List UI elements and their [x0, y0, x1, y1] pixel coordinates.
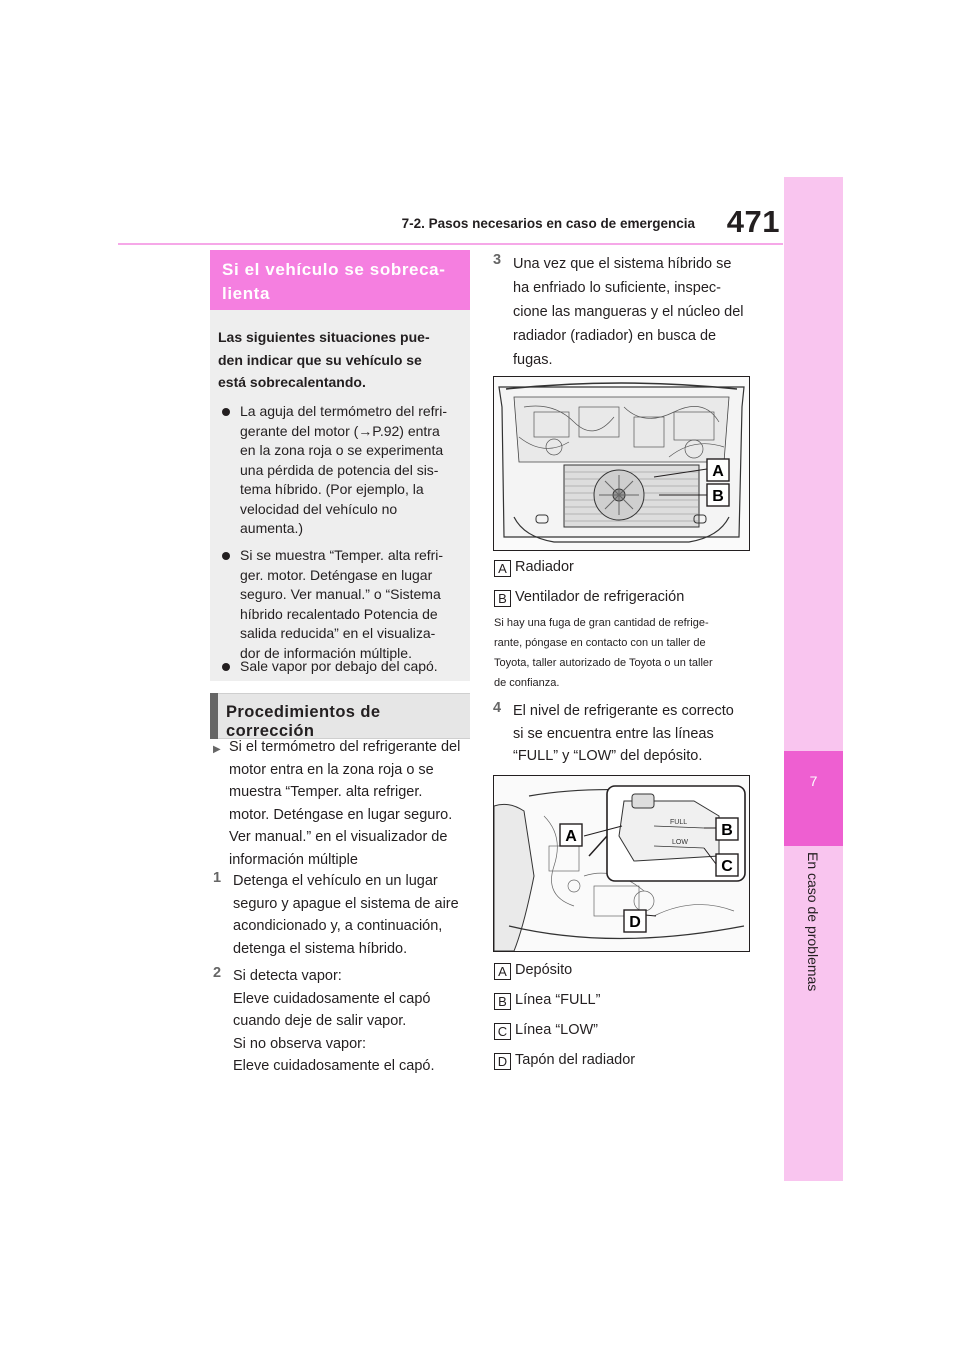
bullet-line: Si se muestra “Temper. alta refri- [240, 547, 444, 563]
leak-note [494, 613, 756, 693]
condition-line: Ver manual.” en el visualizador de [229, 829, 448, 845]
step-line: “FULL” y “LOW” del depósito. [513, 748, 703, 764]
tank-low-mark: LOW [672, 839, 688, 846]
bullet-line: salida reducida” en el visualiza- [240, 625, 436, 641]
bullet-line: híbrido recalentado Potencia de [240, 605, 438, 622]
legend-text: Tapón del radiador [515, 1052, 636, 1068]
bullet-line: tema híbrido. (Por ejemplo, la [240, 481, 424, 497]
step-line: cione las mangueras y el núcleo del [513, 304, 744, 320]
bullet-dot-icon [222, 552, 230, 560]
bullet-line: dor de información múltiple. [240, 644, 412, 661]
overheat-title-line1: Si el vehículo se sobreca- [222, 260, 446, 279]
reservoir-illustration [494, 776, 749, 951]
bullet-line: una pérdida de potencia del sis- [240, 461, 439, 478]
note-line: de confianza. [494, 677, 560, 689]
condition-line: motor entra en la zona roja o se [229, 761, 434, 778]
overheat-intro [218, 326, 464, 394]
chapter-tab-active[interactable] [784, 751, 843, 846]
bullet-dot-icon [222, 408, 230, 416]
step-line: acondicionado y, a continuación, [233, 918, 443, 934]
condition-line: motor. Deténgase en lugar seguro. [229, 806, 453, 823]
intro-line: den indicar que su vehículo se [218, 351, 422, 368]
step-4 [513, 700, 753, 768]
section-header: 7-2. Pasos necesarios en caso de emergencia [401, 216, 695, 231]
step-line: Una vez que el sistema híbrido se [513, 256, 732, 272]
legend-key: A [494, 963, 511, 980]
step-line: si se encuentra entre las líneas [513, 725, 714, 742]
coolant-reservoir-figure [493, 775, 750, 952]
chapter-title: En caso de problemas [805, 852, 821, 992]
legend-text: Radiador [515, 559, 574, 575]
bullet-line: seguro. Ver manual.” o “Sistema [240, 586, 441, 602]
bullet-line: gerante del motor (→P.92) entra [240, 422, 440, 439]
intro-line: Las siguientes situaciones pue- [218, 329, 430, 345]
engine-bay-illustration [494, 377, 749, 550]
step-line: seguro y apague el sistema de aire [233, 895, 459, 912]
callout-c-label: C [721, 858, 733, 875]
step-line: cuando deje de salir vapor. [233, 1013, 407, 1029]
page-number: 471 [726, 204, 780, 239]
correction-header-bar [210, 693, 218, 739]
note-line: Si hay una fuga de gran cantidad de refrige- [494, 617, 709, 629]
step-number: 1 [213, 870, 222, 886]
chapter-title-vertical [784, 852, 843, 1172]
step-line: detenga el sistema híbrido. [233, 940, 408, 957]
step-line: Eleve cuidadosamente el capó. [233, 1058, 435, 1074]
callout-b-label: B [721, 822, 733, 839]
legend-text: Ventilador de refrigeración [515, 589, 685, 605]
legend-key: D [494, 1053, 511, 1070]
overheat-bullet-3 [222, 657, 460, 679]
bullet-line: aumenta.) [240, 520, 304, 536]
header-rule [118, 243, 783, 245]
legend-text: Línea “LOW” [515, 1022, 598, 1038]
legend-key: B [494, 590, 511, 607]
bullet-line: Sale vapor por debajo del capó. [240, 658, 438, 674]
callout-a-label: A [565, 828, 577, 845]
note-line: rante, póngase en contacto con un taller de [494, 637, 706, 649]
bullet-dot-icon [222, 663, 230, 671]
step-number: 4 [493, 700, 502, 716]
legend-text: Depósito [515, 962, 573, 978]
bullet-line: velocidad del vehículo no [240, 500, 398, 517]
callout-d-label: D [629, 914, 641, 931]
step-number: 3 [493, 252, 502, 268]
bullet-line: en la zona roja o se experimenta [240, 442, 444, 458]
bullet-line: ger. motor. Deténgase en lugar [240, 566, 433, 583]
legend-key: B [494, 993, 511, 1010]
step-line: El nivel de refrigerante es correcto [513, 703, 734, 719]
step-line: Si detecta vapor: [233, 968, 342, 984]
overheat-bullet-2 [222, 546, 460, 666]
chapter-number: 7 [809, 773, 818, 789]
overheat-bullet-1 [222, 402, 460, 542]
step-1 [233, 870, 471, 960]
intro-line: está sobrecalentando. [218, 374, 366, 390]
step-line: radiador (radiador) en busca de [513, 328, 717, 344]
bullet-line: La aguja del termómetro del refri- [240, 403, 447, 419]
triangle-bullet-icon: ▶ [213, 744, 221, 755]
legend-text: Línea “FULL” [515, 992, 601, 1008]
tank-full-mark: FULL [670, 819, 688, 826]
overheat-title [222, 258, 462, 306]
engine-bay-figure [493, 376, 750, 551]
correction-title: Procedimientos de corrección [226, 703, 381, 740]
step-line: Detenga el vehículo en un lugar [233, 873, 438, 889]
step-number: 2 [213, 965, 222, 981]
condition-line: muestra “Temper. alta refriger. [229, 784, 423, 800]
callout-a-label: A [712, 463, 724, 480]
note-line: Toyota, taller autorizado de Toyota o un taller [494, 657, 713, 669]
step-line: Eleve cuidadosamente el capó [233, 990, 431, 1007]
callout-b-label: B [712, 488, 724, 505]
condition-line: información múltiple [229, 851, 358, 868]
overheat-title-line2: lienta [222, 284, 271, 303]
legend-key: A [494, 560, 511, 577]
condition-line: Si el termómetro del refrigerante del [229, 739, 461, 755]
step-line: fugas. [513, 352, 553, 368]
step-3 [513, 252, 753, 372]
correction-condition [229, 736, 469, 871]
legend-key: C [494, 1023, 511, 1040]
step-line: ha enfriado lo suficiente, inspec- [513, 280, 721, 296]
step-2 [233, 965, 471, 1078]
step-line: Si no observa vapor: [233, 1035, 366, 1052]
